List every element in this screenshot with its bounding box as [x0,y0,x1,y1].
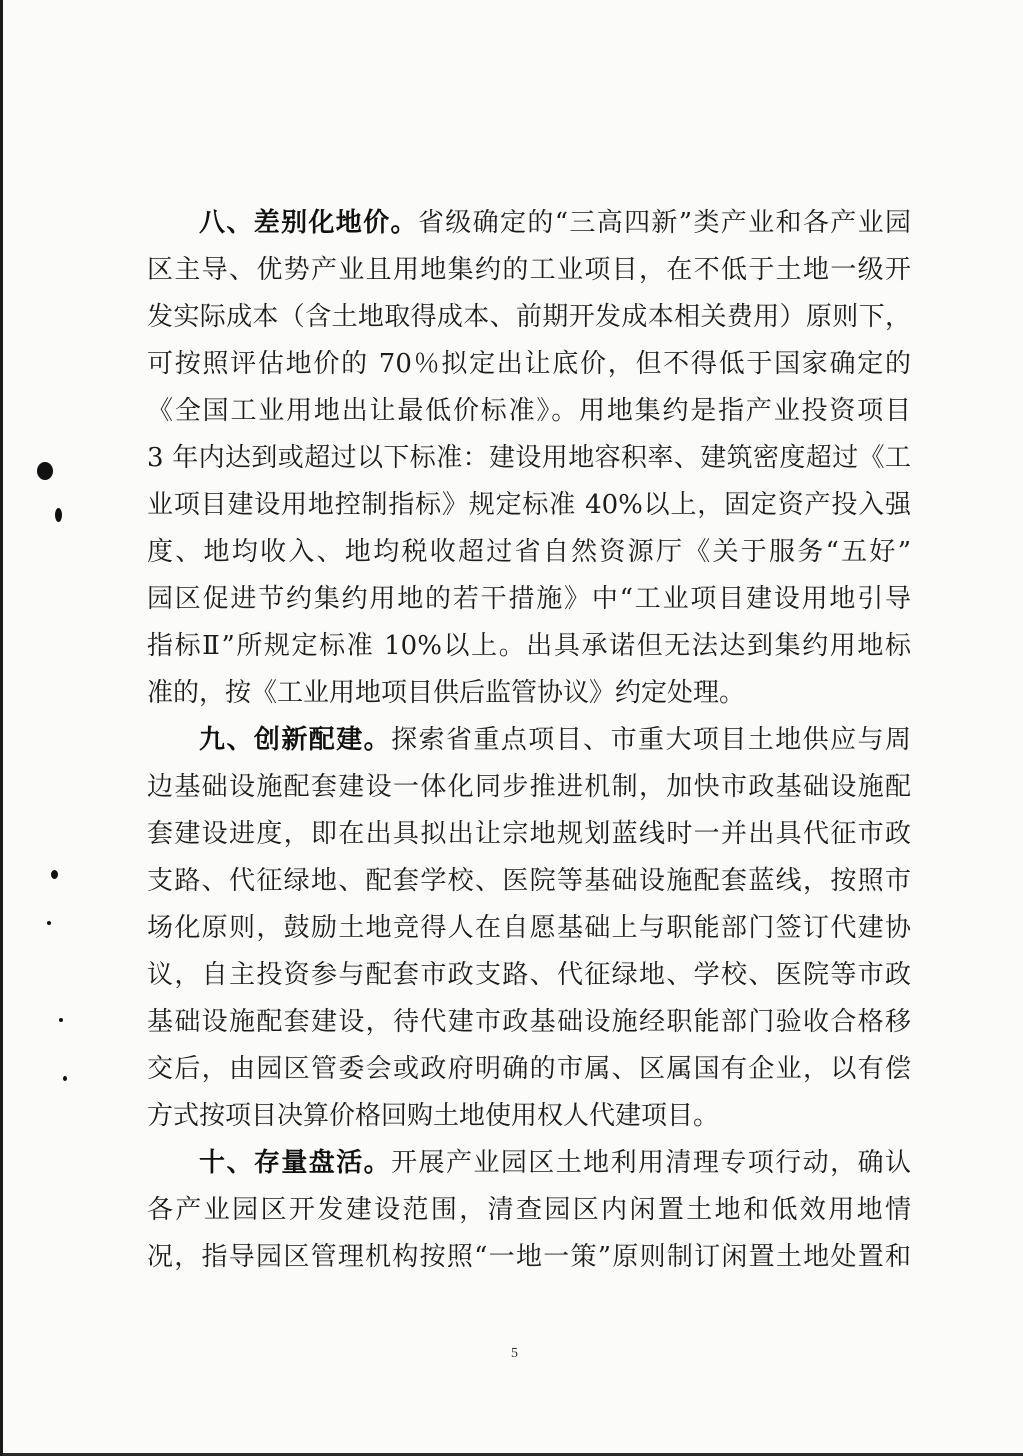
paragraph-stock-revitalization [147,1140,911,1281]
scan-speck [55,508,62,522]
paragraph-line: 区主导、优势产业且用地集约的工业项目，在不低于土地一级开 [147,255,911,285]
scan-speck [59,1018,63,1022]
paragraph-line: 《全国工业用地出让最低价标准》。用地集约是指产业投资项目 [147,396,911,426]
body-text [147,200,911,1281]
paragraph-line: 园区促进节约集约用地的若干措施》中“工业项目建设用地引导 [147,584,911,614]
paragraph-line: 度、地均收入、地均税收超过省自然资源厅《关于服务“五好” [147,537,911,567]
scan-speck [37,462,53,480]
scan-speck [47,921,51,925]
paragraph-line: 各产业园区开发建设范围，清查园区内闲置土地和低效用地情 [147,1195,911,1225]
paragraph-line [147,1140,911,1187]
paragraph-innovative-construction [147,717,911,1140]
section-heading: 九、创新配建。 [199,725,392,755]
section-heading: 八、差别化地价。 [199,208,418,238]
paragraph-line: 可按照评估地价的 70％拟定出让底价，但不得低于国家确定的 [147,349,911,379]
paragraph-line [147,200,911,247]
paragraph-line: 准的，按《工业用地项目供后监管协议》约定处理。 [147,678,746,708]
paragraph-line: 议，自主投资参与配套市政支路、代征绿地、学校、医院等市政 [147,960,911,990]
paragraph-line: 方式按项目决算价格回购土地使用权人代建项目。 [147,1101,720,1131]
line-text: 探索省重点项目、市重大项目土地供应与周 [391,725,911,755]
paragraph-differentiated-land-price [147,200,911,717]
paragraph-line: 业项目建设用地控制指标》规定标准 40%以上，固定资产投入强 [147,490,911,520]
paragraph-line: 3 年内达到或超过以下标准：建设用地容积率、建筑密度超过《工 [147,443,911,473]
line-text: 省级确定的“三高四新”类产业和各产业园 [417,208,911,238]
paragraph-line: 交后，由园区管委会或政府明确的市属、区属国有企业，以有偿 [147,1054,911,1084]
paragraph-line [147,717,911,764]
scan-speck [51,870,58,879]
paragraph-line: 发实际成本（含土地取得成本、前期开发成本相关费用）原则下， [147,302,911,332]
line-text: 开展产业园区土地利用清理专项行动，确认 [391,1148,911,1178]
section-heading: 十、存量盘活。 [199,1148,392,1178]
paragraph-line: 况，指导园区管理机构按照“一地一策”原则制订闲置土地处置和 [147,1242,911,1272]
paragraph-line: 指标Ⅱ”所规定标准 10%以上。出具承诺但无法达到集约用地标 [147,631,911,661]
paragraph-line: 边基础设施配套建设一体化同步推进机制，加快市政基础设施配 [147,772,911,802]
paragraph-line: 支路、代征绿地、配套学校、医院等基础设施配套蓝线，按照市 [147,866,911,896]
paragraph-line: 基础设施配套建设，待代建市政基础设施经职能部门验收合格移 [147,1007,911,1037]
paragraph-line: 场化原则，鼓励土地竞得人在自愿基础上与职能部门签订代建协 [147,913,911,943]
scan-speck [63,1076,67,1081]
page-number: 5 [511,1346,518,1361]
paragraph-line: 套建设进度，即在出具拟出让宗地规划蓝线时一并出具代征市政 [147,819,911,849]
